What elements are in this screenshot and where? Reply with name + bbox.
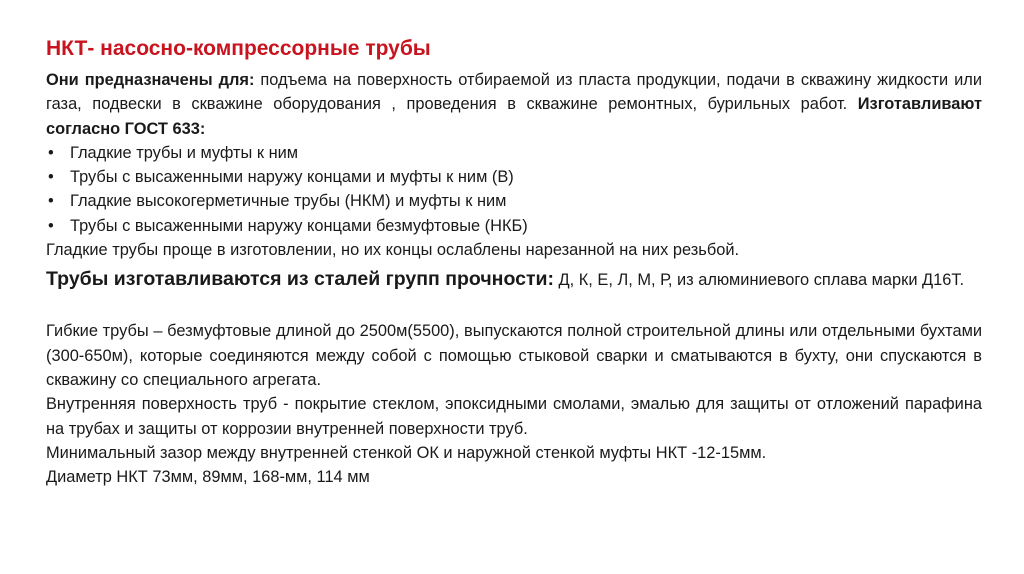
list-item: • Трубы с высаженными наружу концами и муфты к ним (В) bbox=[46, 165, 982, 189]
purpose-text: подъема на поверхность отбираемой из пласта продукции, подачи в скважину жидкости или газа, подвески в скважине оборудования , проведения в скважине ремонтных, бурильных работ. bbox=[46, 71, 983, 114]
slide-content bbox=[46, 34, 982, 489]
steel-paragraph bbox=[46, 266, 982, 294]
smooth-note: Гладкие трубы проще в изготовлении, но их концы ослаблены нарезанной на них резьбой. bbox=[46, 241, 740, 260]
standard-text: Изготавливают согласно ГОСТ 633: bbox=[46, 95, 982, 138]
slide-title: НКТ- насосно-компрессорные трубы bbox=[46, 37, 431, 60]
list-item: • Гладкие трубы и муфты к ним bbox=[46, 141, 982, 165]
list-item: • Гладкие высокогерметичные трубы (НКМ) и муфты к ним bbox=[46, 189, 982, 213]
tube-types-list bbox=[46, 141, 982, 238]
gap-paragraph: Минимальный зазор между внутренней стенкой ОК и наружной стенкой муфты НКТ -12-15мм. bbox=[46, 443, 767, 462]
list-item: • Трубы с высаженными наружу концами безмуфтовые (НКБ) bbox=[46, 214, 982, 238]
diameters-paragraph: Диаметр НКТ 73мм, 89мм, 168-мм, 114 мм bbox=[46, 468, 370, 487]
inner-surface-paragraph: Внутренняя поверхность труб - покрытие стеклом, эпоксидными смолами, эмалью для защиты от отложений парафина на трубах и защиты от коррозии внутренней поверхности труб. bbox=[46, 395, 982, 438]
purpose-paragraph bbox=[46, 68, 982, 141]
purpose-lead: Они предназначены для: bbox=[46, 71, 255, 89]
steel-text: Д, К, Е, Л, М, Р, из алюминиевого сплава марки Д16Т. bbox=[554, 271, 965, 290]
steel-lead: Трубы изготавливаются из сталей групп прочности: bbox=[46, 268, 554, 291]
flexible-paragraph: Гибкие трубы – безмуфтовые длиной до 2500м(5500), выпускаются полной строительной длины или отдельными бухтами (300-650м), которые соединяются между собой с помощью стыковой сварки и сматываются в бухту, они спускаются в скважину со специального агрегата. bbox=[46, 322, 982, 389]
spacer bbox=[46, 294, 982, 319]
